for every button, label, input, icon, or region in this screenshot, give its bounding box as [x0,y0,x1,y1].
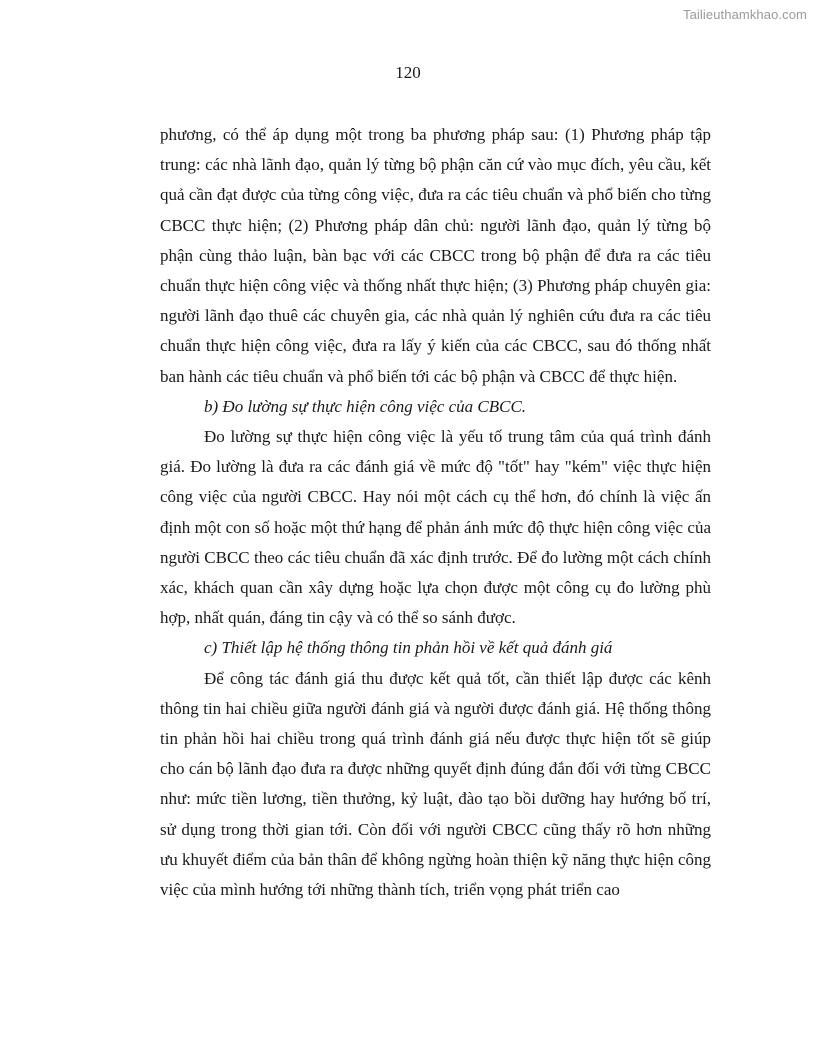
section-heading-b: b) Đo lường sự thực hiện công việc của CBCC. [204,396,527,416]
watermark: Tailieuthamkhao.com [682,7,807,22]
paragraph-measurement: Đo lường sự thực hiện công việc là yếu tố trung tâm của quá trình đánh giá. Đo lường là đưa ra các đánh giá về mức độ "tốt" hay "kém" việc thực hiện công việc của người CBCC. Hay nói một cách cụ thể hơn, đó chính là việc ấn định một con số hoặc một thứ hạng để phản ánh mức độ thực hiện công việc của người CBCC theo các tiêu chuẩn đã xác định trước. Để đo lường một cách chính xác, khách quan cần xây dựng hoặc lựa chọn được một công cụ đo lường phù hợp, nhất quán, đáng tin cậy và có thể so sánh được. [160,427,711,628]
paragraph-feedback: Để công tác đánh giá thu được kết quả tốt, cần thiết lập được các kênh thông tin hai chiều giữa người đánh giá và người được đánh giá. Hệ thống thông tin phản hồi hai chiều trong quá trình đánh giá nếu được thực hiện tốt sẽ giúp cho cán bộ lãnh đạo đưa ra được những quyết định đúng đắn đối với từng CBCC như: mức tiền lương, tiền thưởng, kỷ luật, đào tạo bồi dưỡng hay hướng bố trí, sử dụng trong thời gian tới. Còn đối với người CBCC cũng thấy rõ hơn những ưu khuyết điểm của bản thân để không ngừng hoàn thiện kỹ năng thực hiện công việc của mình hướng tới những thành tích, triển vọng phát triển cao [160,668,711,900]
section-heading-c: c) Thiết lập hệ thống thông tin phản hồi về kết quả đánh giá [204,638,613,658]
page-number: 120 [395,63,421,82]
paragraph-methods: phương, có thể áp dụng một trong ba phương pháp sau: (1) Phương pháp tập trung: các nhà lãnh đạo, quản lý từng bộ phận căn cứ vào mục đích, yêu cầu, kết quả cần đạt được của từng công việc, đưa ra các tiêu chuẩn và phổ biến cho từng CBCC thực hiện; (2) Phương pháp dân chủ: người lãnh đạo, quản lý từng bộ phận cùng thảo luận, bàn bạc với các CBCC trong bộ phận để đưa ra các tiêu chuẩn thực hiện công việc và thống nhất thực hiện; (3) Phương pháp chuyên gia: người lãnh đạo thuê các chuyên gia, các nhà quản lý nghiên cứu đưa ra các tiêu chuẩn thực hiện công việc, đưa ra lấy ý kiến của các CBCC, sau đó thống nhất ban hành các tiêu chuẩn và phổ biến tới các bộ phận và CBCC để thực hiện. [160,125,711,386]
document-body [160,120,711,905]
